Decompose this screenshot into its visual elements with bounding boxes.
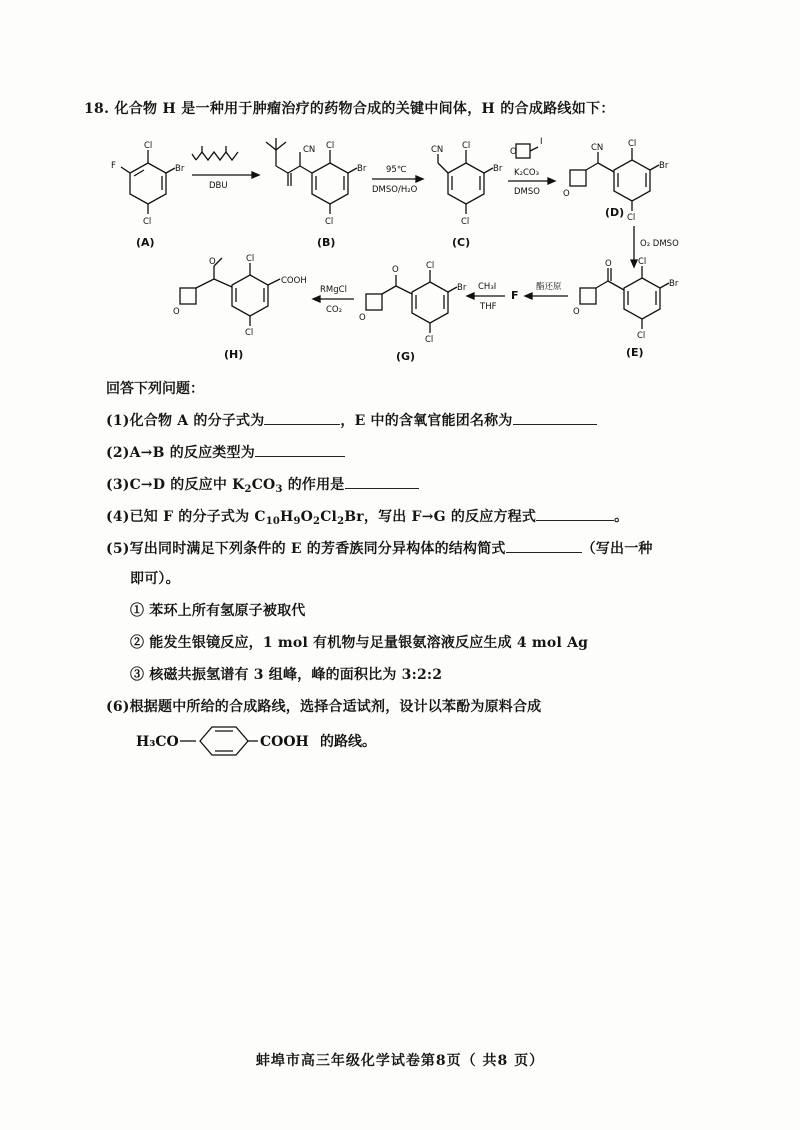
label-e: (E) [626,346,644,359]
label-b: (B) [317,236,336,249]
arrow-c-d [508,137,555,197]
q5-text-a: (5)写出同时满足下列条件的 E 的芳香族同分异构体的结构简式 [106,541,506,557]
compound-g [359,261,467,363]
question-3 [106,474,419,495]
arrow-b-c [372,165,423,195]
q1-text-b: ，E 中的含氧官能团名称为 [340,413,513,429]
cond-95c: 95℃ [386,165,407,175]
q1-blank-b[interactable] [513,410,597,425]
cond-dmso-h2o: DMSO/H₂O [372,185,418,195]
q4-end: 。 [614,509,629,525]
q3-text-b: CO [251,477,276,493]
condition-3: ③ 核磁共振氢谱有 3 组峰，峰的面积比为 3:2:2 [130,667,443,683]
e-cl-top: Cl [638,257,647,267]
c-cn: CN [431,145,444,155]
target-h3co: H₃CO [136,734,179,750]
d-cn: CN [591,143,604,153]
q4-sub-4: 2 [337,516,345,527]
cond-ester-reduction: 酯还原 [536,282,562,292]
condition-1: ① 苯环上所有氢原子被取代 [130,603,306,619]
d-cl-top: Cl [628,139,637,149]
cond-rmgcl: RMgCl [320,285,347,295]
a-cl-top: Cl [144,141,153,151]
h-o-ring: O [173,307,180,317]
b-cn: CN [303,145,316,155]
question-1 [106,410,597,430]
cond-thf: THF [480,302,497,312]
arrow-f-g [467,282,505,312]
arrow-a-b [192,146,259,191]
compound-e [573,257,679,359]
question-5-cont: 即可）。 [130,571,180,587]
label-d: (D) [605,206,625,219]
a-f: F [111,161,116,171]
question-number: 18. [84,101,110,117]
q4-text-b: H [280,509,294,525]
h-cooh: COOH [281,276,307,286]
q5-text-b: （写出一种 [581,541,653,557]
question-text: 化合物 H 是一种用于肿瘤治疗的药物合成的关键中间体，H 的合成路线如下： [114,101,615,117]
answer-prompt: 回答下列问题： [106,381,204,397]
g-cl-bottom: Cl [425,335,434,345]
e-cl-bottom: Cl [637,331,646,341]
q2-text: (2)A→B 的反应类型为 [106,445,255,461]
a-cl-bottom: Cl [143,217,152,227]
question-6: (6)根据题中所给的合成路线，选择合适试剂，设计以苯酚为原料合成 [106,699,542,715]
c-br: Br [493,164,503,174]
h-cl-bottom: Cl [245,328,254,338]
target-structure [130,722,430,762]
e-br: Br [669,279,679,289]
compound-h [173,254,307,361]
compound-a [111,141,185,249]
d-br: Br [659,161,669,171]
cond-dmso: DMSO [514,187,540,197]
reagent-i: I [540,137,543,147]
q3-blank[interactable] [345,474,419,489]
q4-blank[interactable] [536,506,614,521]
h-o-methoxy: O [209,257,216,267]
g-o-ring: O [359,313,366,323]
q4-sub-1: 10 [265,516,281,527]
reagent-o: O [510,147,517,157]
c-cl-top: Cl [462,141,471,151]
cond-k2co3: K₂CO₃ [514,168,540,178]
g-o-methoxy: O [392,265,399,275]
arrow-e-f [525,281,568,299]
compound-f: F [511,289,519,302]
condition-2: ② 能发生银镜反应，1 mol 有机物与足量银氨溶液反应生成 4 mol Ag [130,635,589,651]
q4-text-a: (4)已知 F 的分子式为 C [106,509,266,525]
q3-text-c: 的作用是 [282,477,345,493]
q1-text-a: (1)化合物 A 的分子式为 [106,413,265,429]
label-c: (C) [452,236,471,249]
cond-co2: CO₂ [326,305,343,315]
c-cl-bottom: Cl [461,217,470,227]
label-h: (H) [224,348,244,361]
e-o-ring: O [573,307,580,317]
page-footer: 蚌埠市高三年级化学试卷第8页（ 共8 页） [255,1053,545,1069]
q4-sub-2: 9 [293,516,301,527]
g-br: Br [457,283,467,293]
compound-c [431,141,503,249]
q4-text-e: Br，写出 F→G 的反应方程式 [344,509,537,525]
label-a: (A) [136,236,155,249]
q3-text-a: (3)C→D 的反应中 K [106,477,245,493]
cond-o2-dmso: O₂ DMSO [640,239,679,249]
target-cooh: COOH [260,734,309,750]
e-o-ketone: O [605,259,612,269]
question-2 [106,442,345,462]
question-5 [106,538,653,558]
q4-text-c: O [300,509,314,525]
q2-blank[interactable] [255,442,345,457]
q4-sub-3: 2 [313,516,321,527]
q5-blank[interactable] [506,538,582,553]
compound-d [563,139,669,223]
cond-dbu: DBU [209,181,228,191]
arrow-g-h [313,285,354,315]
b-cl-bottom: Cl [325,217,334,227]
q3-sub2: 3 [275,484,283,495]
label-g: (G) [396,350,416,363]
q1-blank-a[interactable] [264,410,340,425]
q4-text-d: Cl [320,509,338,525]
b-br: Br [357,164,367,174]
q3-sub: 2 [244,484,252,495]
synthesis-scheme [0,0,800,380]
question-4 [106,506,628,527]
d-o: O [563,189,570,199]
compound-b [266,138,367,249]
a-br: Br [175,164,185,174]
target-suffix: 的路线。 [320,734,376,750]
cond-ch3i: CH₃I [478,282,497,292]
b-cl-top: Cl [326,141,335,151]
g-cl-top: Cl [426,261,435,271]
d-cl-bottom: Cl [627,213,636,223]
h-cl-top: Cl [246,254,255,264]
